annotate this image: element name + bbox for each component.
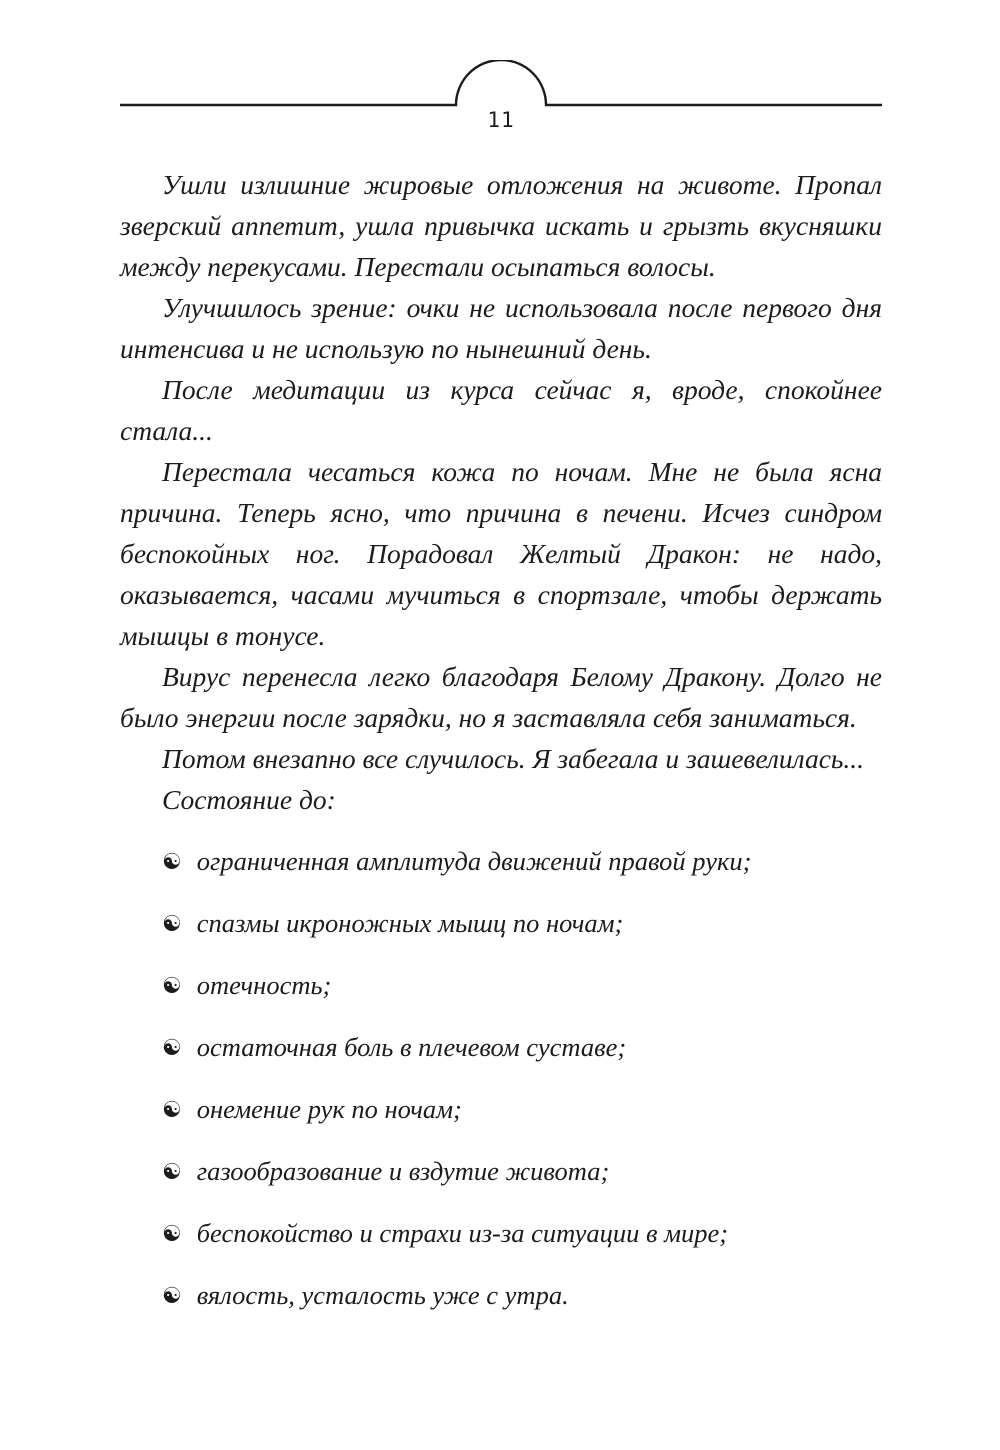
yin-yang-icon: ☯ <box>162 1284 182 1309</box>
symptom-list <box>120 844 882 1315</box>
list-item-text: газообразование и вздутие живота; <box>196 1156 610 1186</box>
list-item <box>162 1278 882 1315</box>
list-item-text: спазмы икроножных мышц по ночам; <box>196 908 624 938</box>
yin-yang-icon: ☯ <box>162 1160 182 1185</box>
yin-yang-icon: ☯ <box>162 912 182 937</box>
paragraph: Потом внезапно все случилось. Я забегала и зашевелилась... <box>162 743 865 774</box>
page-number: 11 <box>487 108 515 132</box>
yin-yang-icon: ☯ <box>162 974 182 999</box>
body-text <box>120 164 882 820</box>
list-item <box>162 844 882 881</box>
paragraph: Состояние до: <box>162 784 336 815</box>
yin-yang-icon: ☯ <box>162 1098 182 1123</box>
list-item-text: вялость, усталость уже с утра. <box>196 1280 569 1310</box>
paragraph: Улучшилось зрение: очки не использовала после первого дня интенсива и не использую по нынешний день. <box>120 292 882 364</box>
list-item-text: онемение рук по ночам; <box>196 1094 462 1124</box>
yin-yang-icon: ☯ <box>162 1222 182 1247</box>
paragraph: После медитации из курса сейчас я, вроде, спокойнее стала... <box>120 374 882 446</box>
list-item <box>162 1092 882 1129</box>
yin-yang-icon: ☯ <box>162 850 182 875</box>
paragraph: Ушли излишние жировые отложения на животе. Пропал зверский аппетит, ушла привычка искать и грызть вкусняшки между перекусами. Перестали осыпаться волосы. <box>120 169 882 282</box>
list-item-text: остаточная боль в плечевом суставе; <box>196 1032 627 1062</box>
list-item-text: ограниченная амплитуда движений правой руки; <box>196 846 752 876</box>
list-item <box>162 906 882 943</box>
paragraph: Вирус перенесла легко благодаря Белому Дракону. Долго не было энергии после зарядки, но я заставляла себя заниматься. <box>120 661 882 733</box>
arch-rule-ornament <box>120 60 882 146</box>
yin-yang-icon: ☯ <box>162 1036 182 1061</box>
list-item <box>162 968 882 1005</box>
paragraph: Перестала чесаться кожа по ночам. Мне не была ясна причина. Теперь ясно, что причина в печени. Исчез синдром беспокойных ног. Порадовал Желтый Дракон: не надо, оказывается, часами мучиться в спортзале, чтобы держать мышцы в тонусе. <box>120 456 882 651</box>
list-item <box>162 1154 882 1191</box>
list-item <box>162 1216 882 1253</box>
list-item-text: беспокойство и страхи из-за ситуации в мире; <box>196 1218 729 1248</box>
list-item-text: отечность; <box>196 970 332 1000</box>
list-item <box>162 1030 882 1067</box>
page-header-ornament <box>120 60 882 146</box>
